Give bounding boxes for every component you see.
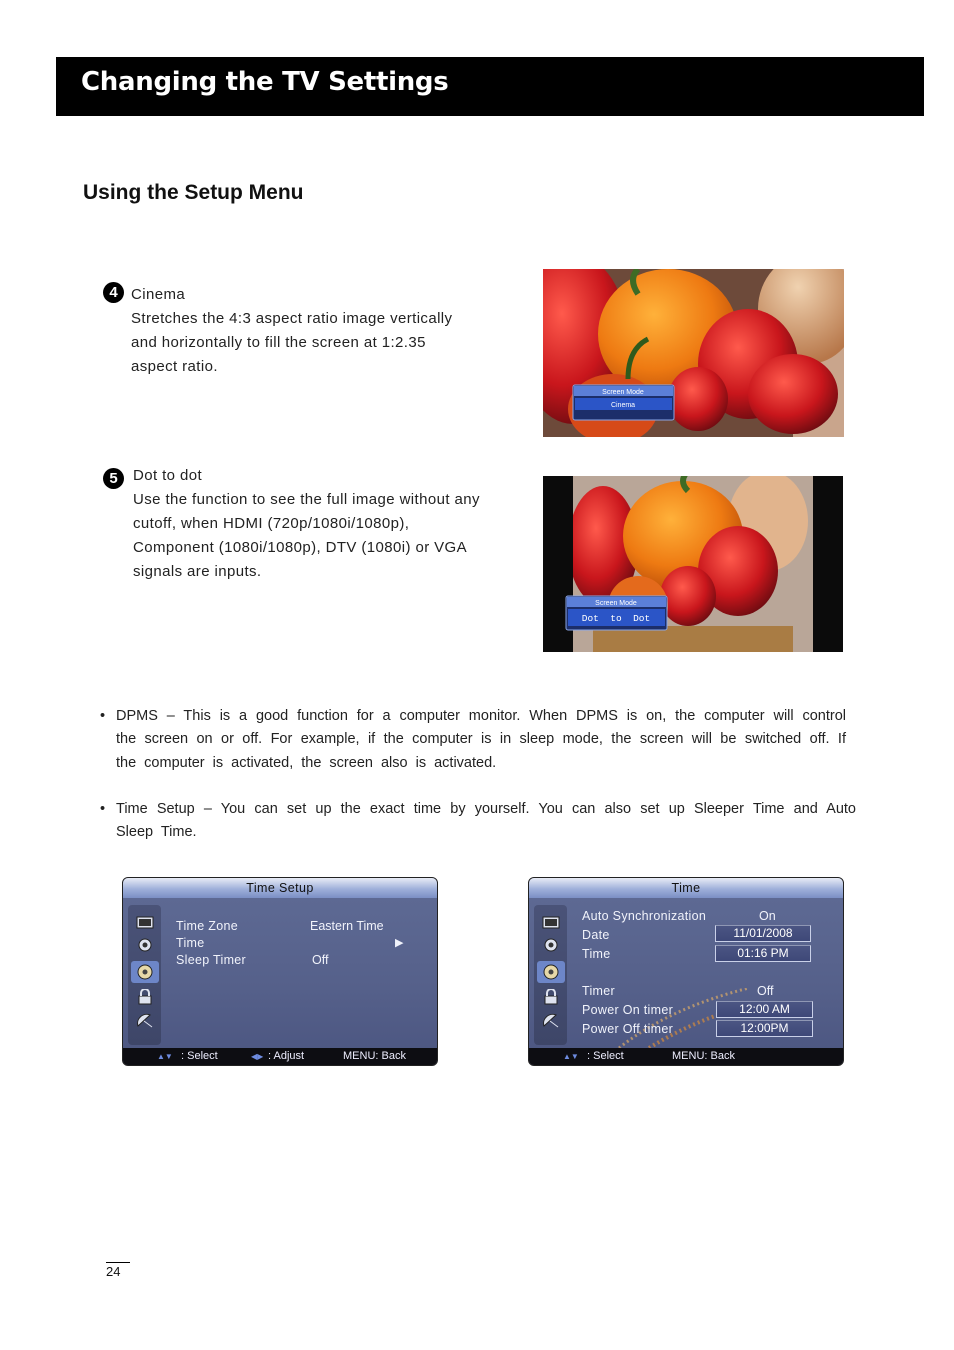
osd-decoration [609, 988, 759, 1048]
time-field[interactable]: 01:16 PM [715, 945, 811, 962]
tv-icon [135, 915, 155, 931]
lock-icon [541, 989, 561, 1005]
dot-to-dot-photo [543, 476, 843, 652]
dot-to-dot-description [133, 464, 480, 584]
bullet-text: Time Setup – You can set up the exact time by yourself. You can also set up Sleeper Time and Auto Sleep Time. [116, 801, 856, 841]
osd-row-label[interactable]: Sleep Timer [176, 953, 246, 967]
item-line: aspect ratio. [131, 358, 218, 375]
osd-screen-mode-value: Cinema [610, 402, 636, 409]
satellite-icon [135, 1013, 155, 1029]
power-off-timer-field[interactable]: 12:00PM [716, 1020, 813, 1037]
sound-icon [135, 937, 155, 953]
item-line: cutoff, when HDMI (720p/1080i/1080p), [133, 515, 410, 532]
osd-screen-mode-label: Screen Mode [595, 600, 637, 607]
section-title: Using the Setup Menu [83, 181, 304, 204]
osd-row-value: Off [312, 953, 329, 967]
item-number-badge: 4 [103, 282, 124, 303]
arrow-right-icon[interactable]: ▶ [395, 937, 404, 949]
osd-row-value: On [759, 909, 776, 923]
osd-footer [529, 1048, 843, 1065]
cinema-photo [543, 269, 844, 437]
osd-footer-select: : Select [181, 1050, 218, 1062]
osd-footer [123, 1048, 437, 1065]
osd-title: Time [529, 878, 843, 898]
item-number-badge: 5 [103, 468, 124, 489]
dpms-bullet [100, 705, 846, 775]
lock-icon [135, 989, 155, 1005]
osd-footer-back: MENU: Back [672, 1050, 735, 1062]
osd-row-label[interactable]: Time [176, 936, 205, 950]
setup-icon [537, 961, 565, 983]
osd-icon-column [128, 905, 161, 1045]
time-setup-osd [122, 877, 438, 1066]
item-line: and horizontally to fill the screen at 1:2.35 [131, 334, 426, 351]
osd-title: Time Setup [123, 878, 437, 898]
osd-icon-column [534, 905, 567, 1045]
sound-icon [541, 937, 561, 953]
satellite-icon [541, 1013, 561, 1029]
osd-row-label[interactable]: Time Zone [176, 919, 238, 933]
page-header-title: Changing the TV Settings [81, 67, 449, 97]
osd-screen-mode-label: Screen Mode [602, 389, 644, 396]
osd-footer-adjust: : Adjust [268, 1050, 305, 1062]
up-down-arrows-icon: ▲▼ [563, 1052, 579, 1061]
page-header-bar [56, 57, 924, 116]
osd-row-label[interactable]: Timer [582, 984, 615, 998]
tv-icon [541, 915, 561, 931]
item-line: Component (1080i/1080p), DTV (1080i) or VGA [133, 539, 468, 556]
page-number: 24 [106, 1262, 130, 1279]
time-setup-bullet [100, 798, 856, 845]
bullet-text: DPMS – This is a good function for a computer monitor. When DPMS is on, the computer will control the screen on or off. For example, if the computer is in sleep mode, the screen will be switched off. If the computer is activated, the screen also is activated. [116, 708, 846, 771]
osd-row-label[interactable]: Date [582, 928, 610, 942]
osd-row-label[interactable]: Power Off timer [582, 1022, 674, 1036]
item-line: Use the function to see the full image without any [133, 491, 480, 508]
osd-footer-back: MENU: Back [343, 1050, 406, 1062]
bullet-dot: • [100, 708, 106, 724]
item-title: Cinema [131, 286, 186, 303]
osd-row-label[interactable]: Power On timer [582, 1003, 674, 1017]
item-line: signals are inputs. [133, 563, 262, 580]
item-title: Dot to dot [133, 467, 203, 484]
cinema-description [131, 283, 452, 379]
osd-row-value: Off [757, 984, 774, 998]
item-line: Stretches the 4:3 aspect ratio image vertically [131, 310, 453, 327]
osd-screen-mode-value: Dot to Dot [581, 613, 651, 624]
power-on-timer-field[interactable]: 12:00 AM [716, 1001, 813, 1018]
osd-row-value: Eastern Time [310, 919, 384, 933]
osd-row-label[interactable]: Auto Synchronization [582, 909, 707, 923]
time-osd [528, 877, 844, 1066]
osd-footer-select: : Select [587, 1050, 624, 1062]
setup-icon [131, 961, 159, 983]
bullet-dot: • [100, 801, 106, 817]
osd-row-label[interactable]: Time [582, 947, 611, 961]
date-field[interactable]: 11/01/2008 [715, 925, 811, 942]
up-down-arrows-icon: ▲▼ [157, 1052, 173, 1061]
left-right-arrows-icon: ◀▶ [251, 1052, 264, 1061]
